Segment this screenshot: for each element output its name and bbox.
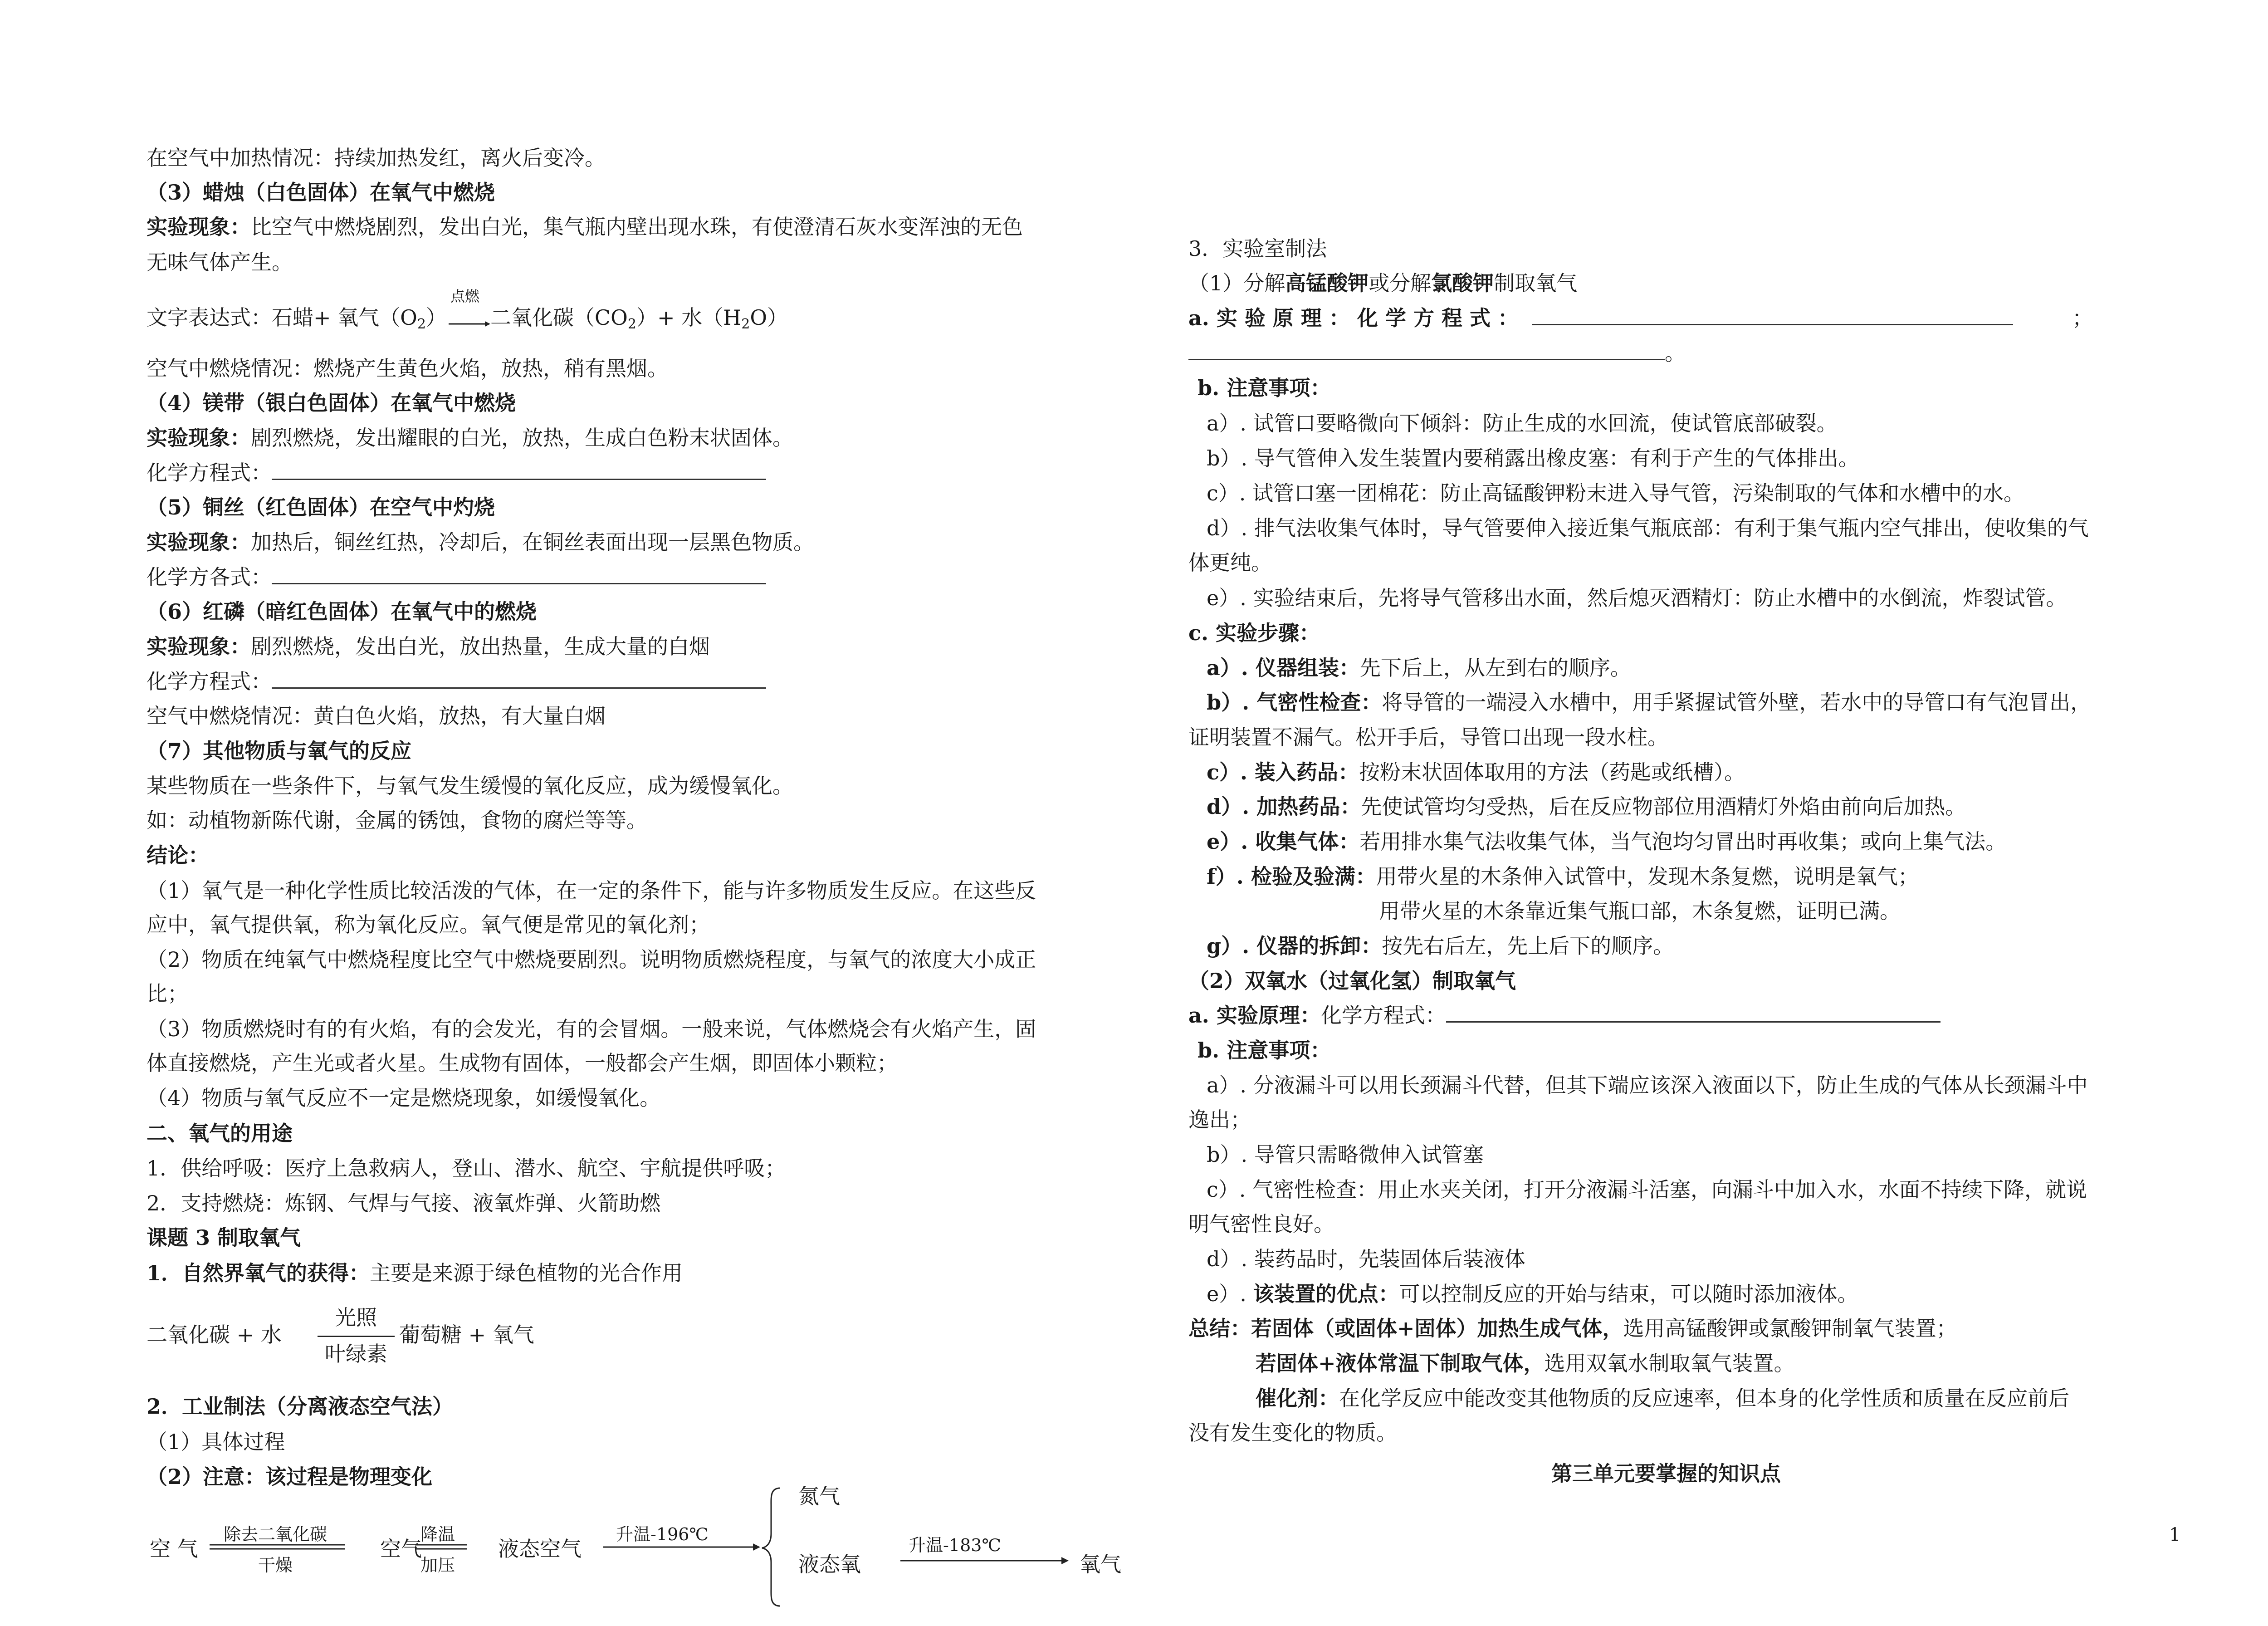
step-c [1207,759,1745,786]
text: 制取氧气 [1494,271,1578,295]
heating-in-air-line: 在空气中加热情况：持续加热发红，离火后变冷。 [147,146,606,170]
candle-in-air: 空气中燃烧情况：燃烧产生黄色火焰，放热，稍有黑烟。 [147,356,668,381]
text: 或分解 [1369,271,1432,295]
subscript: 2 [741,316,750,332]
word-eq-part: 二氧化碳（CO [490,305,628,330]
conclusion-label: 结论： [147,843,209,867]
catalyst-line [1256,1385,2069,1412]
industrial-title: 2．工业制法（分离液态空气法） [147,1394,454,1419]
flow-step3-top: 升温-196℃ [616,1524,709,1544]
step-label: e）. 收集气体： [1207,829,1360,854]
step-g [1207,932,1674,960]
flow-liquid-air: 液态空气 [498,1537,582,1561]
flow-step1-bottom: 干燥 [258,1555,293,1575]
candle-observation-cont: 无味气体产生。 [147,250,293,274]
p-in-air: 空气中燃烧情况：黄白色火焰，放热，有大量白烟 [147,704,606,728]
principle-label: a. 实 验 原 理 ： 化 学 方 程 式 ： [1188,306,1519,330]
step-label: g）. 仪器的拆卸： [1207,934,1382,958]
conclusion-1a: （1）氧气是一种化学性质比较活泼的气体，在一定的条件下，能与许多物质发生反应。在这些反 [147,878,1036,903]
industrial-process: （1）具体过程 [147,1430,285,1454]
notes-label: b. 注意事项： [1198,376,1331,400]
advantage-label: 该装置的优点： [1253,1282,1399,1306]
flow-air: 空 气 [150,1537,198,1561]
step-text: 若用排水集气法收集气体，当气泡均匀冒出时再收集；或向上集气法。 [1359,829,2007,854]
observation-text: 剧烈燃烧，发出耀眼的白光，放热，生成白色粉末状固体。 [251,426,793,450]
principle-label: a. 实验原理： [1188,1003,1321,1028]
step-text: 先下后上，从左到右的顺序。 [1359,656,1631,680]
step-b [1207,689,2091,716]
heading-other: （7）其他物质与氧气的反应 [147,739,412,763]
step-text: 先使试管均匀受热，后在反应物部位用酒精灯外焰由前向后加热。 [1361,794,1966,819]
word-eq-part: 文字表达式：石蜡+ 氧气（O [147,305,417,330]
catalyst-text: 在化学反应中能改变其他物质的反应速率，但本身的化学性质和质量在反应前后 [1339,1386,2069,1411]
step-text: 用带火星的木条伸入试管中，发现木条复燃，说明是氧气； [1376,864,1919,889]
note2-c2: 明气密性良好。 [1188,1212,1334,1236]
word-eq-part: O） [750,305,788,330]
kmno4-text: 高锰酸钾 [1285,271,1369,295]
flow-air2: 空气 [380,1537,422,1561]
observation-text: 剧烈燃烧，发出白光，放出热量，生成大量的白烟 [251,634,710,659]
step-text: 按先右后左，先上后下的顺序。 [1382,934,1674,958]
lab-method-title: 3．实验室制法 [1188,236,1327,261]
equation-blank[interactable] [1532,306,2013,325]
step-e [1207,828,2006,855]
equation-label: 化学方程式： [147,669,272,694]
notes2-label: b. 注意事项： [1198,1038,1331,1063]
step-a [1207,654,1631,681]
observation-label: 实验现象： [147,530,251,554]
slow-oxidation-examples: 如：动植物新陈代谢，金属的锈蚀，食物的腐烂等等。 [147,808,647,833]
note2-c1: c）. 气密性检查：用止水夹关闭，打开分液漏斗活塞，向漏斗中加入水，水面不持续下降，就说 [1207,1177,2087,1202]
step-label: d）. 加热药品： [1207,794,1361,819]
photosynthesis-condition-bottom: 叶绿素 [325,1342,387,1366]
observation-label: 实验现象： [147,215,251,239]
text: e）. [1207,1282,1253,1306]
flow-liquid-oxygen: 液态氧 [798,1552,861,1577]
conclusion-4: （4）物质与氧气反应不一定是燃烧现象，如缓慢氧化。 [147,1086,661,1110]
period: 。 [1665,341,1686,365]
photosynthesis-left: 二氧化碳 + 水 [147,1322,282,1347]
text: （1）分解 [1188,271,1286,295]
note-a: a）. 试管口要略微向下倾斜：防止生成的水回流，使试管底部破裂。 [1207,411,1838,436]
flow-oxygen: 氧气 [1080,1552,1121,1577]
equation-blank[interactable] [1188,341,1665,360]
note2-b: b）. 导管只需略微伸入试管塞 [1207,1142,1484,1167]
h2o2-principle [1188,1002,1941,1029]
note2-d: d）. 装药品时，先装固体后装液体 [1207,1247,1525,1271]
lab-method-1 [1188,269,1577,297]
summary-label: 总结： [1188,1316,1251,1341]
principle-line [1188,304,2093,332]
flow-nitrogen: 氮气 [798,1484,840,1508]
photosynthesis-condition-top: 光照 [335,1305,377,1330]
flow-step2-top: 降温 [420,1524,455,1544]
note-d2: 体更纯。 [1188,550,1272,575]
kclo3-text: 氯酸钾 [1431,271,1494,295]
slow-oxidation-text: 某些物质在一些条件下，与氧气发生缓慢的氧化反应，成为缓慢氧化。 [147,774,793,798]
step-text: 按粉末状固体取用的方法（药匙或纸槽）。 [1359,760,1745,784]
conclusion-1b: 应中，氧气提供氧，称为氧化反应。氧气便是常见的氧化剂； [147,912,710,937]
flow-step2-bottom: 加压 [420,1555,455,1575]
equation-label: 化学方各式： [147,565,272,589]
ignite-condition: 点燃 [450,288,479,305]
conclusion-2a: （2）物质在纯氧气中燃烧程度比空气中燃烧要剧烈。说明物质燃烧程度，与氧气的浓度大小成正 [147,947,1036,972]
section-uses: 二、氧气的用途 [147,1121,293,1146]
photosynthesis-right: 葡萄糖 + 氧气 [399,1322,534,1347]
heading-magnesium: （4）镁带（银白色固体）在氧气中燃烧 [147,391,516,415]
subscript: 2 [417,316,426,332]
note2-a2: 逸出； [1188,1107,1251,1132]
observation-text: 加热后，铜丝红热，冷却后，在铜丝表面出现一层黑色物质。 [251,530,814,554]
catalyst-cont: 没有发生变化的物质。 [1188,1420,1397,1445]
natural-text: 主要是来源于绿色植物的光合作用 [370,1261,683,1285]
conclusion-2b: 比； [147,981,188,1006]
natural-label: 1．自然界氧气的获得： [147,1261,370,1285]
catalyst-label: 催化剂： [1256,1386,1339,1411]
conclusion-3b: 体直接燃烧，产生光或者火星。生成物有固体，一般都会产生烟，即固体小颗粒； [147,1051,898,1075]
step-text: 将导管的一端浸入水槽中，用手紧握试管外壁，若水中的导管口有气泡冒出， [1382,690,2092,715]
step-b-cont: 证明装置不漏气。松开手后，导管口出现一段水柱。 [1188,725,1668,749]
use-combustion: 2．支持燃烧：炼钢、气焊与气接、液氧炸弹、火箭助燃 [147,1191,661,1215]
h2o2-heading: （2）双氧水（过氧化氢）制取氧气 [1188,969,1516,993]
observation-label: 实验现象： [147,634,251,659]
note2-a1: a）. 分液漏斗可以用长颈漏斗代替，但其下端应该深入液面以下，防止生成的气体从长颈漏斗中 [1207,1073,2088,1097]
step-d [1207,793,1966,820]
step-label: b）. 气密性检查： [1207,690,1382,715]
word-eq-part: ） [425,305,447,330]
summary-emphasis: 若固体+液体常温下制取气体， [1256,1351,1545,1376]
note2-e [1207,1280,1858,1308]
observation-label: 实验现象： [147,426,251,450]
subscript: 2 [627,316,636,332]
summary-text: 选用高锰酸钾或氯酸钾制氧气装置； [1623,1316,1957,1341]
equation-label: 化学方程式： [1320,1003,1446,1028]
summary-emphasis: 若固体（或固体+固体）加热生成气体， [1251,1316,1623,1341]
note-e: e）. 实验结束后，先将导气管移出水面，然后熄灭酒精灯：防止水槽中的水倒流，炸裂试管。 [1207,586,2067,610]
equation-label: 化学方程式： [147,460,272,485]
conclusion-3a: （3）物质燃烧时有的有火焰，有的会发光，有的会冒烟。一般来说，气体燃烧会有火焰产生，固 [147,1017,1036,1041]
word-eq-part: ）+ 水（H [636,305,742,330]
note-b: b）. 导气管伸入发生装置内要稍露出橡皮塞：有利于产生的气体排出。 [1207,446,1859,470]
observation-text: 比空气中燃烧剧烈，发出白光，集气瓶内壁出现水珠，有使澄清石灰水变浑浊的无色 [251,215,1023,239]
note-c: c）. 试管口塞一团棉花：防止高锰酸钾粉末进入导气管，污染制取的气体和水槽中的水。 [1207,481,2025,505]
unit-3-title: 第三单元要掌握的知识点 [1551,1461,1781,1486]
note-d1: d）. 排气法收集气体时，导气管要伸入接近集气瓶底部：有利于集气瓶内空气排出，使收集的气 [1207,516,2089,540]
flow-step4-top: 升温-183℃ [909,1535,1001,1555]
heading-copper: （5）铜丝（红色固体）在空气中灼烧 [147,495,495,519]
use-breathing: 1．供给呼吸：医疗上急救病人，登山、潜水、航空、宇航提供呼吸； [147,1156,786,1180]
equation-blank[interactable] [1446,1003,1941,1023]
summary-text: 选用双氧水制取氧气装置。 [1544,1351,1795,1376]
summary-2 [1256,1350,1795,1377]
step-f [1207,863,1919,890]
semicolon: ； [2072,306,2093,330]
heading-phosphorus: （6）红磷（暗红色固体）在氧气中的燃烧 [147,599,537,624]
step-f-cont: 用带火星的木条靠近集气瓶口部，木条复燃，证明已满。 [1379,899,1901,923]
step-label: f）. 检验及验满： [1207,864,1376,889]
step-label: c）. 装入药品： [1207,760,1359,784]
heading-candle: （3）蜡烛（白色固体）在氧气中燃烧 [147,180,495,205]
principle-line-2 [1188,339,1686,367]
industrial-note: （2）注意：该过程是物理变化 [147,1464,433,1489]
summary-1 [1188,1315,1957,1342]
page-number: 1 [2169,1524,2181,1545]
flow-step1-top: 除去二氧化碳 [223,1524,327,1544]
text: 可以控制反应的开始与结束，可以随时添加液体。 [1399,1282,1858,1306]
step-label: a）. 仪器组装： [1207,656,1360,680]
steps-label: c. 实验步骤： [1188,621,1320,645]
topic-3-title: 课题 3 制取氧气 [147,1225,301,1250]
